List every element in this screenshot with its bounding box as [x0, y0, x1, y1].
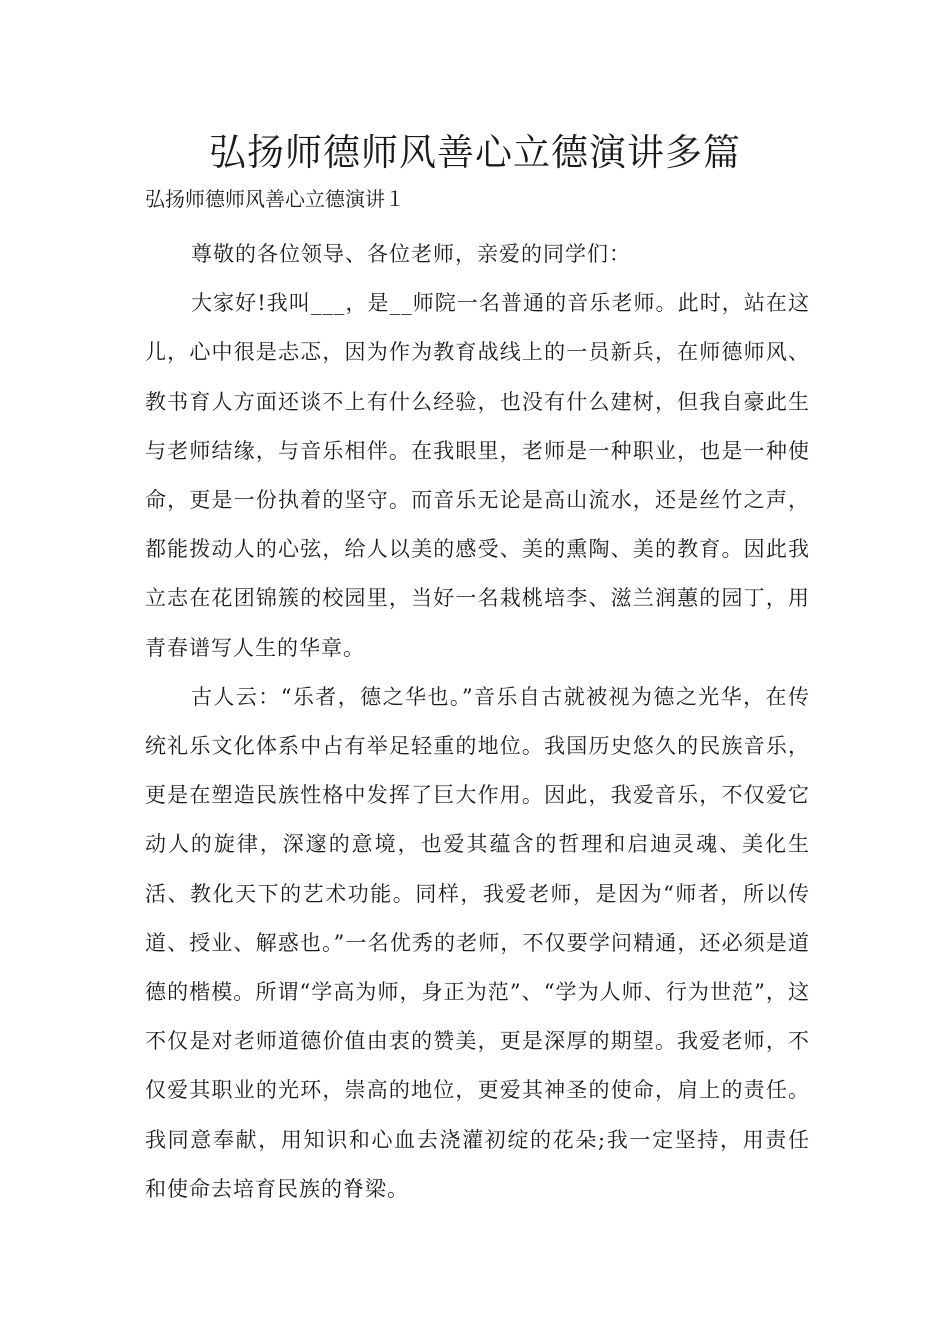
paragraph-greeting: 尊敬的各位领导、各位老师，亲爱的同学们： [191, 242, 631, 266]
paragraph-introduction: 大家好!我叫___，是__师院一名普通的音乐老师。此时，站在这儿，心中很是忐忑，因为作为教育战线上的一员新兵，在师德师风、教书育人方面还谈不上有什么经验，也没有什么建树，但我自豪此生与老师结缘，与音乐相伴。在我眼里，老师是一种职业，也是一种使命，更是一份执着的坚守。而音乐无论是高山流水，还是丝竹之声，都能拨动人的心弦，给人以美的感受、美的熏陶、美的教育。因此我立志在花团锦簇的校园里，当好一名栽桃培李、滋兰润蕙的园丁，用青春谱写人生的华章。 [145, 291, 810, 660]
speech-subtitle: 弘扬师德师风善心立德演讲１ [145, 187, 405, 211]
paragraph-music-and-teaching: 古人云：“乐者，德之华也。”音乐自古就被视为德之光华，在传统礼乐文化体系中占有举足轻重的地位。我国历史悠久的民族音乐，更是在塑造民族性格中发挥了巨大作用。因此，我爱音乐，不仅爱它动人的旋律，深邃的意境，也爱其蕴含的哲理和启迪灵魂、美化生活、教化天下的艺术功能。同样，我爱老师，是因为“师者，所以传道、授业、解惑也。”一名优秀的老师，不仅要学问精通，还必须是道德的楷模。所谓“学高为师，身正为范”、“学为人师、行为世范”，这不仅是对老师道德价值由衷的赞美，更是深厚的期望。我爱老师，不仅爱其职业的光环，崇高的地位，更爱其神圣的使命，肩上的责任。我同意奉献，用知识和心血去浇灌初绽的花朵;我一定坚持，用责任和使命去培育民族的脊梁。 [145, 684, 810, 1201]
document-title: 弘扬师德师风善心立德演讲多篇 [209, 131, 741, 174]
speech-body [145, 230, 810, 1214]
